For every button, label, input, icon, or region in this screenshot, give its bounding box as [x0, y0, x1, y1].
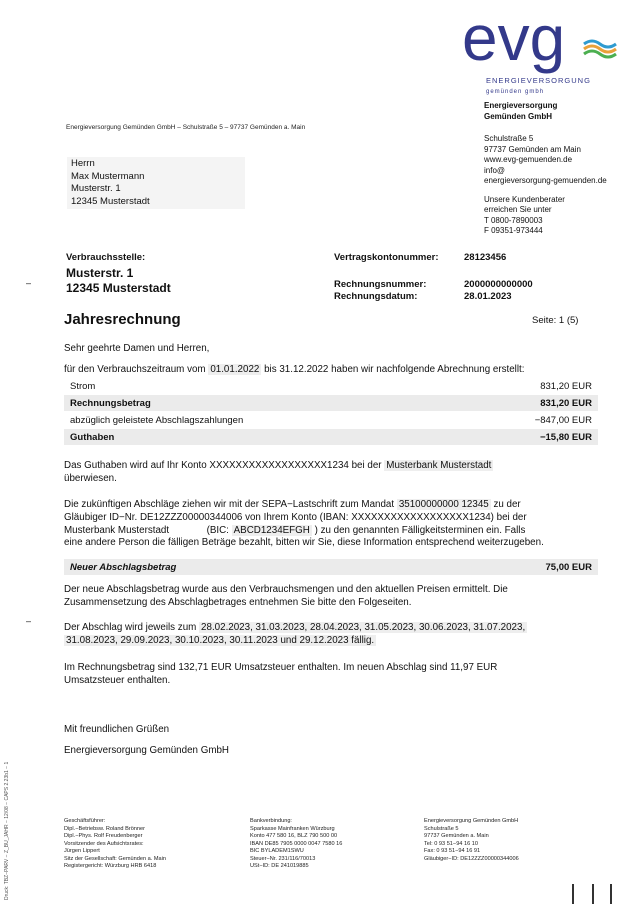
period-prefix: für den Verbrauchszeitraum vom	[64, 364, 206, 375]
sender-line: Energieversorgung Gemünden GmbH – Schulstraße 5 – 97737 Gemünden a. Main	[66, 124, 306, 131]
company-web[interactable]: www.evg-gemuenden.de	[484, 155, 573, 164]
company-street: Schulstraße 5	[484, 134, 534, 143]
footer-line: Schulstraße 5	[424, 825, 459, 832]
new-installment-row	[64, 559, 598, 575]
table-row	[64, 429, 598, 445]
footer-line: Jürgen Lippert	[64, 848, 100, 854]
credit-part3: überwiesen.	[64, 472, 117, 484]
row-label: Guthaben	[70, 431, 115, 443]
table-row	[64, 378, 598, 394]
invoice-table	[64, 378, 598, 446]
recipient-address	[67, 157, 245, 209]
sepa-bic: ABCD1234EFGH	[233, 524, 310, 536]
credit-account: XXXXXXXXXXXXXXXXXX1234	[209, 460, 349, 471]
credit-part1: Das Guthaben wird auf Ihr Konto	[64, 460, 207, 471]
company-city: 97737 Gemünden am Main	[484, 144, 581, 154]
invoice-value: 2000000000000	[464, 279, 533, 290]
company-email-2[interactable]: energieversorgung-gemuenden.de	[484, 176, 607, 185]
schedule-dates1: 28.02.2023, 31.03.2023, 28.04.2023, 31.05.2023, 30.06.2023, 31.07.2023,	[201, 622, 526, 633]
footer-line: Fax: 0 93 51−94 16 91	[424, 848, 481, 854]
sepa-mandate: 35100000000 12345	[398, 499, 489, 510]
consumption-street: Musterstr. 1	[66, 266, 134, 280]
footer-line: IBAN DE85 7905 0000 0047 7580 16	[250, 840, 343, 847]
company-name-1: Energieversorgung	[484, 101, 558, 110]
row-label: Strom	[70, 380, 96, 392]
sepa-line3c: ) zu den genannten Fälligkeitsterminen ein. Falls	[314, 524, 526, 536]
closing-line1: Mit freundlichen Grüßen	[64, 724, 170, 735]
credit-paragraph	[64, 460, 600, 486]
footer-line: Konto 477 580 16, BLZ 790 500 00	[250, 833, 338, 839]
schedule-prefix: Der Abschlag wird jeweils zum	[64, 622, 197, 633]
sepa-paragraph	[64, 499, 600, 550]
closing-line2: Energieversorgung Gemünden GmbH	[64, 745, 230, 756]
installment-paragraph	[64, 584, 600, 610]
fold-mark: –	[26, 616, 32, 626]
vat-line1: Im Rechnungsbetrag sind 132,71 EUR Umsatzsteuer enthalten. Im neuen Abschlag sind 11,97 EUR	[64, 662, 498, 673]
sepa-line1a: Die zukünftigen Abschläge ziehen wir mit der SEPA−Lastschrift zum Mandat	[64, 499, 395, 510]
credit-bank: Musterbank Musterstadt	[386, 460, 492, 471]
consumption-city: 12345 Musterstadt	[66, 281, 171, 295]
installment-line1: Der neue Abschlagsbetrag wurde aus den Verbrauchsmengen und den aktuellen Preisen ermittelt. Die	[64, 584, 508, 595]
table-row	[64, 412, 598, 428]
company-email-1[interactable]: info@	[484, 165, 506, 175]
footer-col-bank	[250, 818, 410, 871]
date-label: Rechnungsdatum:	[334, 291, 418, 302]
footer-line: Geschäftsführer:	[64, 818, 106, 824]
company-tel: T 0800-7890003	[484, 215, 543, 225]
sepa-line2: Gläubiger ID−Nr. DE12ZZZ00000344006 von Ihrem Konto (IBAN: XXXXXXXXXXXXXXXXXX1234) bei der	[64, 511, 527, 523]
invoice-label: Rechnungsnummer:	[334, 279, 427, 290]
period-middle: bis 31.12.2022 haben wir nachfolgende Abrechnung erstellt:	[264, 364, 525, 375]
contract-value: 28123456	[464, 252, 507, 263]
schedule-dates2: 31.08.2023, 29.09.2023, 30.10.2023, 30.11.2023 und 29.12.2023 fällig.	[66, 634, 375, 646]
barcode-mark	[592, 884, 594, 904]
advisor-1: Unsere Kundenberater	[484, 194, 565, 204]
advisor-2: erreichen Sie unter	[484, 205, 552, 214]
page-number: Seite: 1 (5)	[532, 315, 579, 326]
footer-line: Registergericht: Würzburg HRB 6418	[64, 863, 157, 869]
recipient-city: 12345 Musterstadt	[71, 195, 150, 207]
footer-line: Gläubiger−ID: DE12ZZZ00000344006	[424, 855, 519, 862]
logo-text: evg	[462, 8, 566, 74]
consumption-label: Verbrauchsstelle:	[66, 252, 146, 263]
new-installment-value: 75,00 EUR	[545, 561, 592, 573]
new-installment-label: Neuer Abschlagsbetrag	[70, 561, 177, 573]
recipient-street: Musterstr. 1	[71, 183, 121, 194]
footer-line: 97737 Gemünden a. Main	[424, 833, 489, 839]
footer-line: USt−ID: DE 241019885	[250, 863, 309, 869]
footer-line: Dipl.−Betriebsw. Roland Brönner	[64, 825, 145, 832]
footer-line: Sitz der Gesellschaft: Gemünden a. Main	[64, 855, 166, 862]
footer-col-management	[64, 818, 234, 871]
row-label: Rechnungsbetrag	[70, 397, 151, 409]
company-logo	[460, 8, 630, 108]
footer-col-address	[424, 818, 594, 863]
recipient-name: Max Mustermann	[71, 170, 145, 182]
table-row	[64, 395, 598, 411]
greeting: Sehr geehrte Damen und Herren,	[64, 343, 210, 354]
barcode-mark	[610, 884, 612, 904]
footer-line: BIC BYLADEM1SWU	[250, 848, 304, 854]
fold-mark: –	[26, 278, 32, 288]
company-name-2: Gemünden GmbH	[484, 111, 553, 121]
contract-label: Vertragskontonummer:	[334, 252, 439, 263]
sepa-line3a: Musterbank Musterstadt	[64, 524, 170, 536]
period-from: 01.01.2022	[210, 364, 260, 375]
vat-line2: Umsatzsteuer enthalten.	[64, 674, 171, 686]
page-title: Jahresrechnung	[64, 311, 181, 328]
row-value: 831,20 EUR	[540, 380, 592, 392]
date-value: 28.01.2023	[464, 291, 512, 302]
row-value: −15,80 EUR	[539, 431, 592, 443]
footer-line: Dipl.−Phys. Rolf Freudenberger	[64, 833, 143, 839]
side-print-info: Druck: TBZ−PARV − Z_BU_JAHR − 12/08 − CAPS 2.23b1 − 1	[4, 761, 10, 900]
company-fax: F 09351-973444	[484, 226, 543, 235]
footer-line: Vorsitzender des Aufsichtsrates:	[64, 840, 144, 847]
vat-paragraph	[64, 662, 600, 688]
logo-name: ENERGIEVERSORGUNG	[486, 76, 591, 85]
installment-line2: Zusammensetzung des Abschlagbetrages entnehmen Sie bitte den Folgeseiten.	[64, 596, 412, 608]
footer-line: Energieversorgung Gemünden GmbH	[424, 818, 519, 824]
credit-part2: bei der	[351, 460, 382, 471]
barcode-mark	[572, 884, 574, 904]
period-line	[64, 364, 600, 377]
footer-line: Steuer−Nr. 231/116/70013	[250, 855, 316, 862]
recipient-salutation: Herrn	[71, 158, 95, 169]
row-value: −847,00 EUR	[534, 414, 592, 426]
sepa-line1b: zu der	[493, 499, 521, 510]
footer-line: Tel: 0 93 51−94 16 10	[424, 840, 478, 847]
logo-wave-icon	[580, 38, 618, 58]
logo-sub: gemünden gmbh	[486, 89, 545, 95]
footer-line: Bankverbindung:	[250, 818, 292, 824]
company-info	[484, 101, 634, 237]
row-label: abzüglich geleistete Abschlagszahlungen	[70, 414, 244, 426]
schedule-paragraph	[64, 622, 600, 648]
sepa-line4: eine andere Person die fälligen Beträge bezahlt, bitten wir Sie, diese Information entsprechend weiterzugeben.	[64, 537, 544, 549]
footer-line: Sparkasse Mainfranken Würzburg	[250, 825, 335, 832]
sepa-line3b: (BIC:	[206, 524, 229, 536]
row-value: 831,20 EUR	[540, 397, 592, 409]
